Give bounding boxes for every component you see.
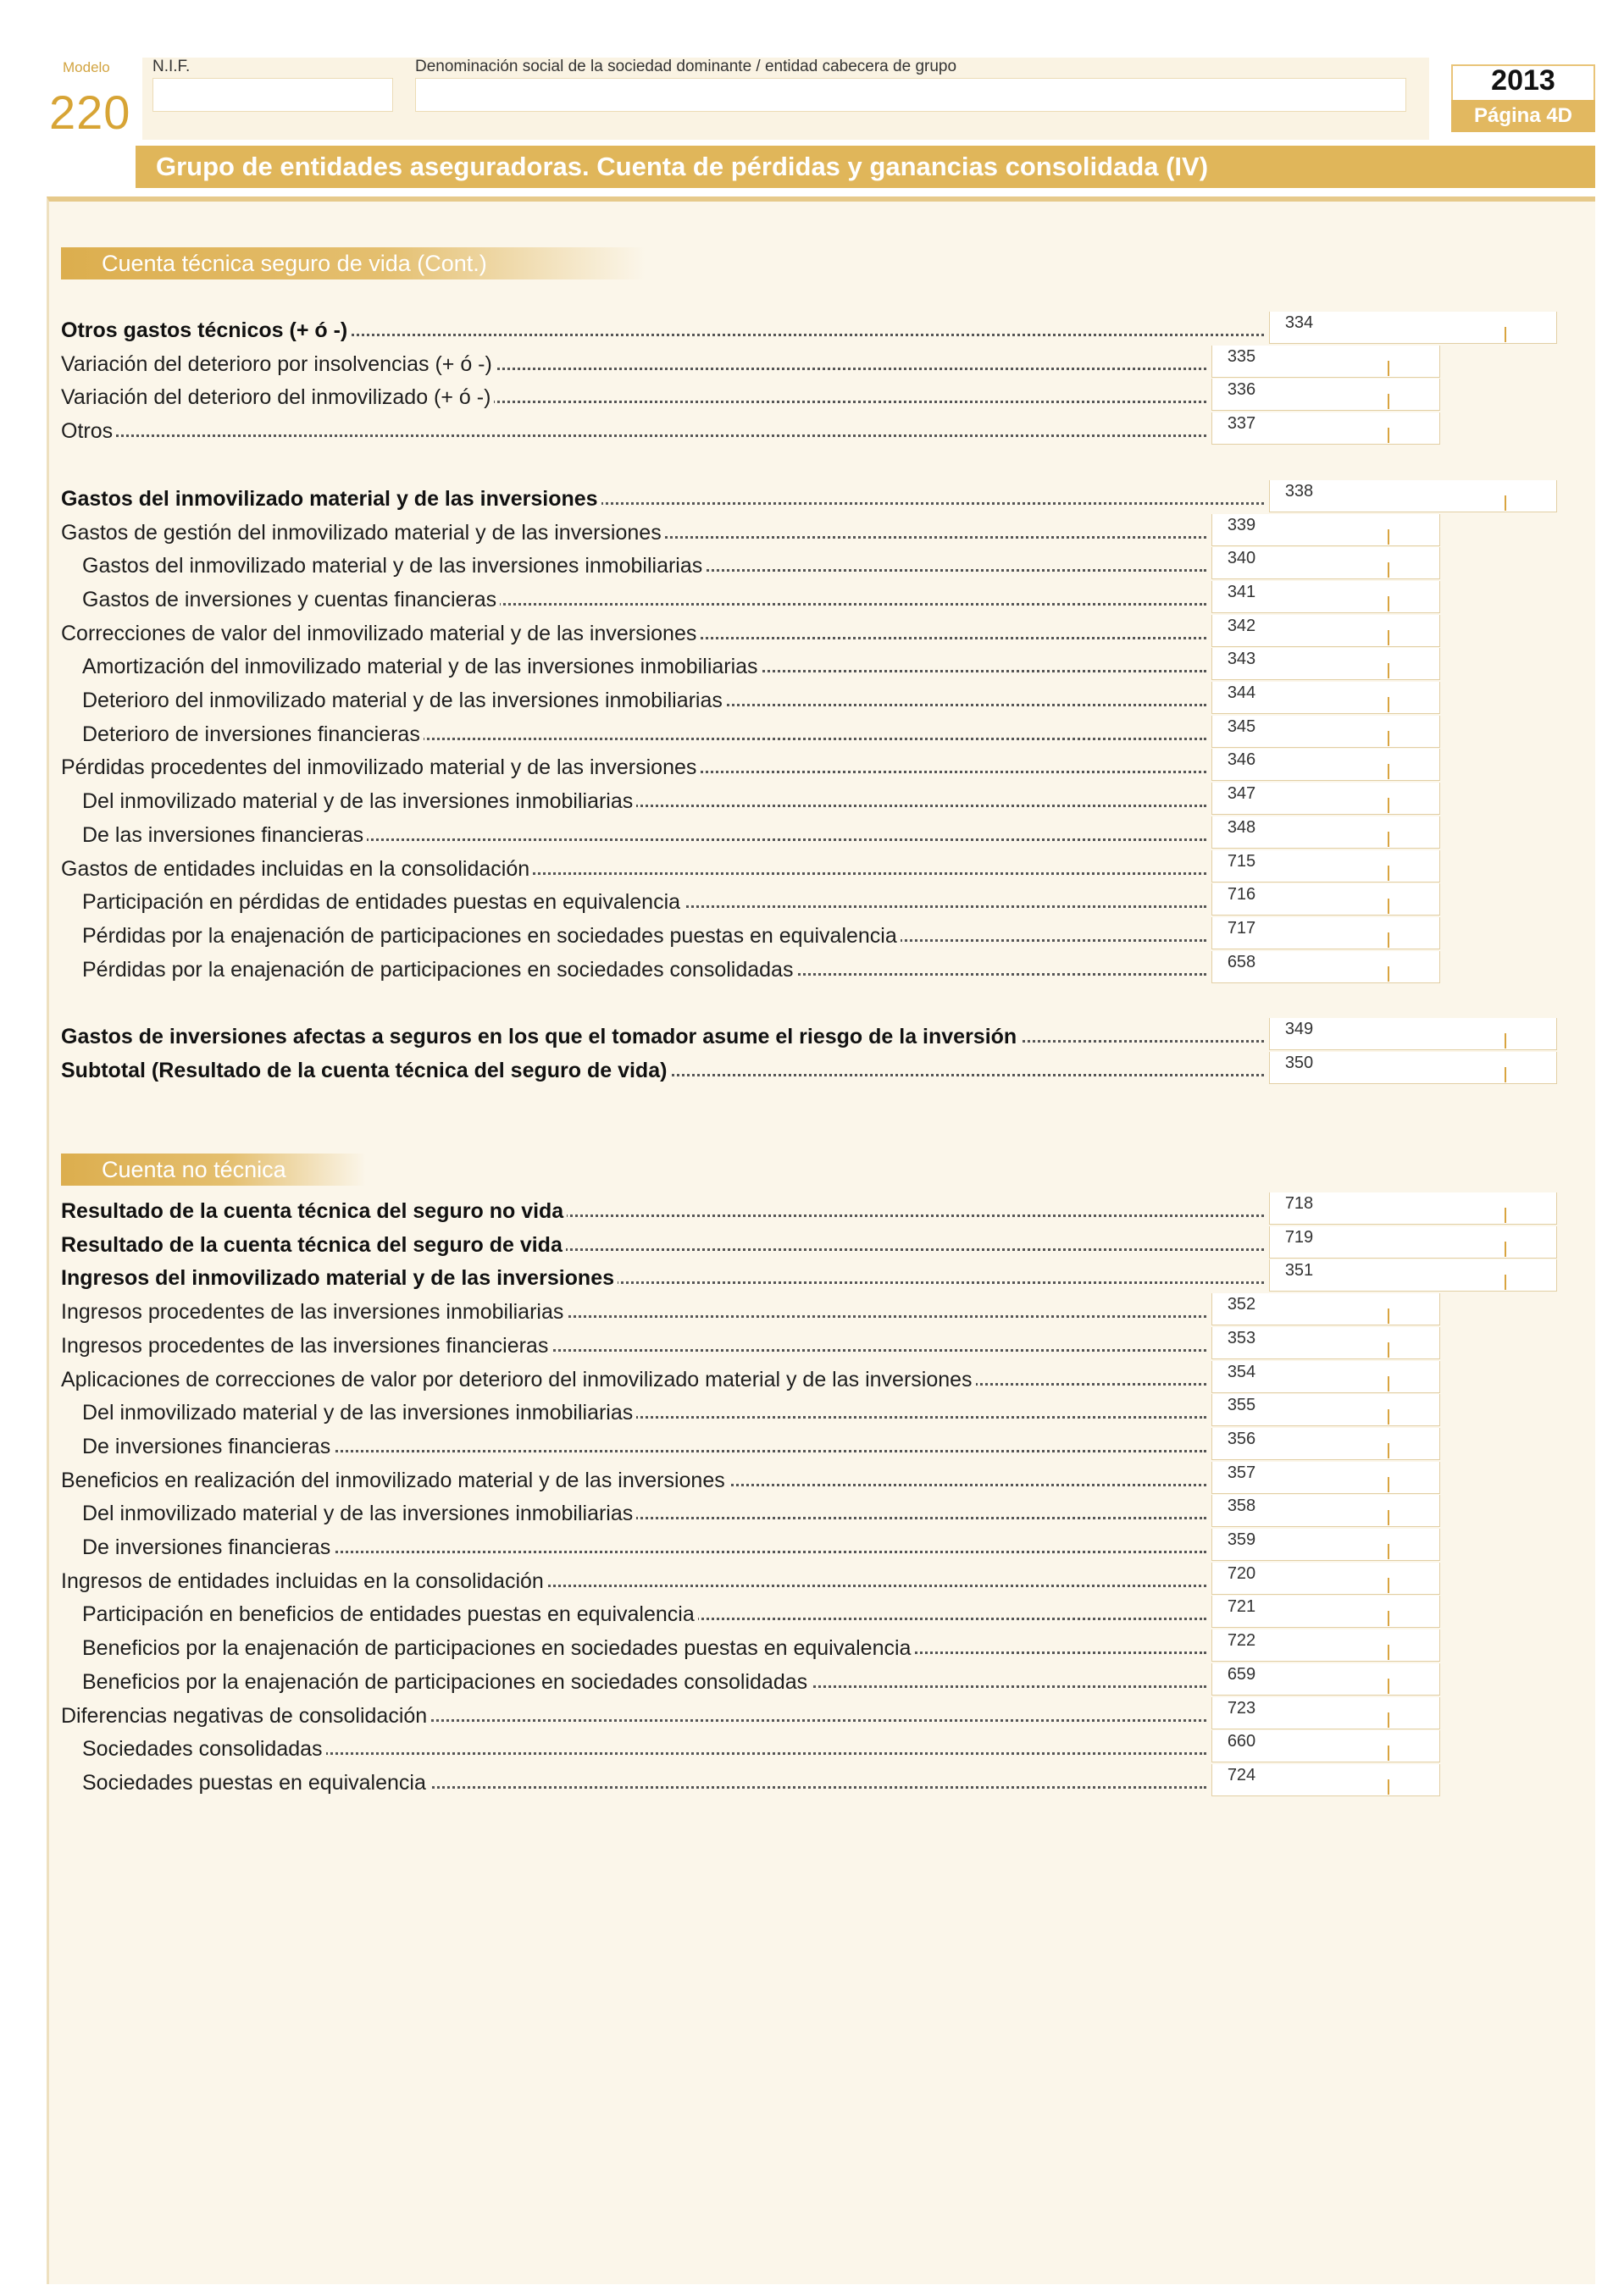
form-row: [0, 1596, 1624, 1629]
decimal-separator-mark: [1388, 361, 1389, 376]
amount-field[interactable]: [1271, 1563, 1440, 1595]
box-code: 337: [1211, 412, 1271, 445]
row-label-text: Del inmovilizado material y de las inversiones inmobiliarias: [82, 1401, 636, 1425]
row-label-text: Correcciones de valor del inmovilizado material y de las inversiones: [61, 622, 700, 645]
form-row: [0, 1293, 1624, 1327]
row-label: [82, 1766, 1208, 1800]
form-row: [0, 716, 1624, 750]
row-label-text: Del inmovilizado material y de las inversiones inmobiliarias: [82, 1502, 636, 1525]
row-label: [82, 818, 1208, 852]
decimal-separator-mark: [1388, 731, 1389, 746]
decimal-separator-mark: [1388, 1645, 1389, 1660]
row-label: [82, 1430, 1208, 1463]
row-label: [61, 617, 1208, 650]
row-label: [82, 683, 1208, 717]
denominacion-field[interactable]: [415, 78, 1406, 112]
row-label: [82, 583, 1208, 617]
amount-field[interactable]: [1271, 379, 1440, 411]
box-code: 719: [1269, 1226, 1328, 1259]
box-code: 357: [1211, 1462, 1271, 1494]
form-row: [0, 1052, 1624, 1086]
row-label-text: Subtotal (Resultado de la cuenta técnica del seguro de vida): [61, 1059, 670, 1082]
decimal-separator-mark: [1388, 630, 1389, 645]
modelo-number: 220: [49, 86, 131, 139]
decimal-separator-mark: [1388, 1443, 1389, 1458]
row-label: [82, 1732, 1208, 1766]
box-code: 355: [1211, 1394, 1271, 1426]
row-label-text: Gastos de inversiones y cuentas financieras: [82, 588, 500, 611]
amount-field[interactable]: [1271, 346, 1440, 378]
decimal-separator-mark: [1388, 596, 1389, 611]
form-row: [0, 1428, 1624, 1462]
row-label-text: Sociedades puestas en equivalencia: [82, 1771, 430, 1795]
row-label-text: Ingresos de entidades incluidas en la consolidación: [61, 1569, 547, 1593]
row-label-text: De las inversiones financieras: [82, 823, 367, 847]
amount-field[interactable]: [1328, 1192, 1557, 1225]
amount-field[interactable]: [1271, 648, 1440, 680]
amount-field[interactable]: [1271, 816, 1440, 849]
row-label: [61, 1463, 1208, 1497]
form-row: [0, 514, 1624, 548]
amount-field[interactable]: [1271, 1428, 1440, 1460]
amount-field[interactable]: [1271, 1293, 1440, 1325]
decimal-separator-mark: [1505, 1242, 1506, 1257]
box-code: 335: [1211, 346, 1271, 378]
row-label: [61, 347, 1208, 381]
row-label-text: Del inmovilizado material y de las inversiones inmobiliarias: [82, 789, 636, 813]
box-code: 343: [1211, 648, 1271, 680]
row-label: [82, 717, 1208, 751]
page-title: Grupo de entidades aseguradoras. Cuenta de pérdidas y ganancias consolidada (IV): [136, 146, 1595, 188]
row-label-text: Beneficios en realización del inmovilizado material y de las inversiones: [61, 1469, 729, 1492]
box-code: 658: [1211, 951, 1271, 983]
decimal-separator-mark: [1388, 1578, 1389, 1593]
amount-field[interactable]: [1271, 1462, 1440, 1494]
row-label-text: Variación del deterioro por insolvencias (+ ó -): [61, 352, 496, 376]
row-label-text: Deterioro del inmovilizado material y de las inversiones inmobiliarias: [82, 689, 726, 712]
row-label: [61, 1228, 1266, 1262]
decimal-separator-mark: [1388, 663, 1389, 678]
box-code: 721: [1211, 1596, 1271, 1628]
row-label-text: Participación en pérdidas de entidades puestas en equivalencia: [82, 890, 684, 914]
form-row: [0, 480, 1624, 514]
decimal-separator-mark: [1505, 1208, 1506, 1223]
decimal-separator-mark: [1388, 394, 1389, 409]
decimal-separator-mark: [1505, 1033, 1506, 1048]
form-row: [0, 682, 1624, 716]
row-label-text: Resultado de la cuenta técnica del seguro de vida: [61, 1233, 566, 1257]
box-code: 715: [1211, 850, 1271, 882]
box-code: 349: [1269, 1018, 1328, 1050]
decimal-separator-mark: [1505, 327, 1506, 342]
row-label-text: Otros gastos técnicos (+ ó -): [61, 318, 351, 342]
row-label: [82, 1396, 1208, 1430]
row-label: [61, 1020, 1266, 1054]
amount-field[interactable]: [1328, 1052, 1557, 1084]
form-header: [0, 0, 1624, 196]
decimal-separator-mark: [1388, 1611, 1389, 1626]
amount-field[interactable]: [1271, 1730, 1440, 1762]
amount-field[interactable]: [1271, 716, 1440, 748]
row-label-text: Resultado de la cuenta técnica del seguro no vida: [61, 1199, 567, 1223]
decimal-separator-mark: [1505, 1275, 1506, 1290]
box-code: 338: [1269, 480, 1328, 512]
row-label: [61, 1054, 1266, 1087]
box-code: 352: [1211, 1293, 1271, 1325]
row-label-text: Otros: [61, 419, 116, 443]
row-label-text: Amortización del inmovilizado material y de las inversiones inmobiliarias: [82, 655, 762, 678]
decimal-separator-mark: [1505, 495, 1506, 511]
form-row: [0, 749, 1624, 783]
box-code: 353: [1211, 1327, 1271, 1359]
box-code: 723: [1211, 1697, 1271, 1729]
amount-field[interactable]: [1328, 1018, 1557, 1050]
nif-label: N.I.F.: [152, 58, 191, 75]
dot-leader: [61, 434, 1206, 437]
form-row: [0, 1018, 1624, 1052]
row-label: [61, 313, 1266, 347]
row-label: [61, 1194, 1266, 1228]
row-label-text: Gastos de inversiones afectas a seguros en los que el tomador asume el riesgo de la inversión: [61, 1025, 1020, 1048]
decimal-separator-mark: [1388, 529, 1389, 545]
decimal-separator-mark: [1388, 1376, 1389, 1391]
amount-field[interactable]: [1271, 1697, 1440, 1729]
box-code: 339: [1211, 514, 1271, 546]
decimal-separator-mark: [1388, 1544, 1389, 1559]
form-row: [0, 1226, 1624, 1260]
decimal-separator-mark: [1388, 1779, 1389, 1795]
decimal-separator-mark: [1388, 1510, 1389, 1525]
form-row: [0, 951, 1624, 985]
form-row: [0, 883, 1624, 917]
row-label-text: Ingresos procedentes de las inversiones inmobiliarias: [61, 1300, 567, 1324]
decimal-separator-mark: [1388, 1679, 1389, 1694]
row-label: [82, 885, 1208, 919]
row-label: [82, 1665, 1208, 1699]
decimal-separator-mark: [1505, 1067, 1506, 1082]
row-label-text: Aplicaciones de correcciones de valor por deterioro del inmovilizado material y de las inversiones: [61, 1368, 976, 1391]
box-code: 354: [1211, 1361, 1271, 1393]
form-row: [0, 1192, 1624, 1226]
box-code: 336: [1211, 379, 1271, 411]
form-row: [0, 1361, 1624, 1395]
row-label-text: Ingresos procedentes de las inversiones financieras: [61, 1334, 551, 1358]
box-code: 722: [1211, 1629, 1271, 1662]
row-label-text: Beneficios por la enajenación de participaciones en sociedades puestas en equivalencia: [82, 1636, 914, 1660]
row-label: [61, 516, 1208, 550]
nif-field[interactable]: [152, 78, 393, 112]
amount-field[interactable]: [1271, 749, 1440, 781]
form-row: [0, 1663, 1624, 1697]
decimal-separator-mark: [1388, 832, 1389, 847]
form-row: [0, 783, 1624, 816]
row-label: [82, 549, 1208, 583]
row-label-text: Participación en beneficios de entidades puestas en equivalencia: [82, 1602, 698, 1626]
amount-field[interactable]: [1271, 783, 1440, 815]
form-row: [0, 1495, 1624, 1529]
form-row: [0, 346, 1624, 379]
decimal-separator-mark: [1388, 899, 1389, 914]
decimal-separator-mark: [1388, 697, 1389, 712]
box-code: 659: [1211, 1663, 1271, 1696]
row-label-text: De inversiones financieras: [82, 1435, 334, 1458]
form-row: [0, 1259, 1624, 1293]
form-row: [0, 1730, 1624, 1764]
form-row: [0, 1629, 1624, 1663]
row-label: [61, 414, 1208, 448]
box-code: 356: [1211, 1428, 1271, 1460]
box-code: 334: [1269, 312, 1328, 344]
amount-field[interactable]: [1271, 615, 1440, 647]
form-row: [0, 312, 1624, 346]
amount-field[interactable]: [1271, 581, 1440, 613]
box-code: 660: [1211, 1730, 1271, 1762]
form-row: [0, 850, 1624, 884]
box-code: 344: [1211, 682, 1271, 714]
form-row: [0, 1563, 1624, 1596]
row-label: [61, 1329, 1208, 1363]
section-banner: Cuenta no técnica: [61, 1154, 366, 1186]
row-label-text: Deterioro de inversiones financieras: [82, 722, 424, 746]
box-code: 348: [1211, 816, 1271, 849]
page-number: Página 4D: [1451, 100, 1595, 132]
row-label-text: Pérdidas por la enajenación de participaciones en sociedades puestas en equivalencia: [82, 924, 901, 948]
amount-field[interactable]: [1271, 951, 1440, 983]
form-row: [0, 1529, 1624, 1563]
row-label: [61, 1564, 1208, 1598]
decimal-separator-mark: [1388, 1409, 1389, 1425]
decimal-separator-mark: [1388, 1342, 1389, 1358]
form-row: [0, 816, 1624, 850]
amount-field[interactable]: [1328, 1226, 1557, 1259]
row-label-text: Pérdidas por la enajenación de participaciones en sociedades consolidadas: [82, 958, 796, 982]
box-code: 724: [1211, 1764, 1271, 1796]
amount-field[interactable]: [1271, 412, 1440, 445]
form-row: [0, 1697, 1624, 1731]
form-row: [0, 379, 1624, 412]
form-row: [0, 1327, 1624, 1361]
row-label-text: Diferencias negativas de consolidación: [61, 1704, 430, 1728]
form-row: [0, 1462, 1624, 1496]
row-label: [61, 1295, 1208, 1329]
amount-field[interactable]: [1271, 514, 1440, 546]
row-label: [82, 1530, 1208, 1564]
box-code: 347: [1211, 783, 1271, 815]
amount-field[interactable]: [1328, 1259, 1557, 1292]
amount-field[interactable]: [1328, 312, 1557, 344]
box-code: 717: [1211, 917, 1271, 949]
amount-field[interactable]: [1271, 1529, 1440, 1561]
amount-field[interactable]: [1271, 1764, 1440, 1796]
decimal-separator-mark: [1388, 1308, 1389, 1324]
amount-field[interactable]: [1271, 1495, 1440, 1527]
row-label: [61, 852, 1208, 886]
box-code: 341: [1211, 581, 1271, 613]
decimal-separator-mark: [1388, 428, 1389, 443]
form-row: [0, 547, 1624, 581]
row-label: [82, 919, 1208, 953]
box-code: 359: [1211, 1529, 1271, 1561]
decimal-separator-mark: [1388, 1712, 1389, 1728]
box-code: 716: [1211, 883, 1271, 916]
amount-field[interactable]: [1271, 682, 1440, 714]
row-label-text: Gastos de entidades incluidas en la consolidación: [61, 857, 533, 881]
row-label-text: Sociedades consolidadas: [82, 1737, 326, 1761]
row-label: [61, 1363, 1208, 1397]
decimal-separator-mark: [1388, 966, 1389, 982]
amount-field[interactable]: [1271, 1327, 1440, 1359]
row-label: [82, 1497, 1208, 1530]
amount-field[interactable]: [1271, 917, 1440, 949]
box-code: 345: [1211, 716, 1271, 748]
denominacion-label: Denominación social de la sociedad dominante / entidad cabecera de grupo: [415, 58, 957, 75]
box-code: 340: [1211, 547, 1271, 579]
decimal-separator-mark: [1388, 562, 1389, 578]
amount-field[interactable]: [1271, 883, 1440, 916]
row-label: [82, 1597, 1208, 1631]
row-label-text: Pérdidas procedentes del inmovilizado material y de las inversiones: [61, 755, 700, 779]
box-code: 718: [1269, 1192, 1328, 1225]
row-label: [61, 750, 1208, 784]
box-code: 346: [1211, 749, 1271, 781]
row-label: [61, 1261, 1266, 1295]
row-label: [82, 650, 1208, 683]
decimal-separator-mark: [1388, 1477, 1389, 1492]
row-label-text: Gastos del inmovilizado material y de las inversiones: [61, 487, 601, 511]
form-row: [0, 412, 1624, 446]
form-row: [0, 615, 1624, 649]
amount-field[interactable]: [1271, 1361, 1440, 1393]
decimal-separator-mark: [1388, 1746, 1389, 1761]
row-label: [61, 380, 1208, 414]
amount-field[interactable]: [1271, 1394, 1440, 1426]
row-label: [82, 1631, 1208, 1665]
row-label-text: Variación del deterioro del inmovilizado (+ ó -): [61, 385, 494, 409]
amount-field[interactable]: [1271, 1629, 1440, 1662]
row-label: [61, 482, 1266, 516]
row-label-text: De inversiones financieras: [82, 1535, 334, 1559]
form-row: [0, 1394, 1624, 1428]
form-row: [0, 581, 1624, 615]
box-code: 358: [1211, 1495, 1271, 1527]
form-row: [0, 648, 1624, 682]
amount-field[interactable]: [1271, 1663, 1440, 1696]
amount-field[interactable]: [1328, 480, 1557, 512]
form-row: [0, 1764, 1624, 1798]
decimal-separator-mark: [1388, 932, 1389, 948]
section-banner: Cuenta técnica seguro de vida (Cont.): [61, 247, 646, 279]
modelo-label: Modelo: [63, 59, 110, 75]
row-label-text: Gastos del inmovilizado material y de las inversiones inmobiliarias: [82, 554, 706, 578]
row-label: [61, 1699, 1208, 1733]
row-label: [82, 953, 1208, 987]
box-code: 720: [1211, 1563, 1271, 1595]
decimal-separator-mark: [1388, 798, 1389, 813]
box-code: 342: [1211, 615, 1271, 647]
row-label-text: Ingresos del inmovilizado material y de las inversiones: [61, 1266, 618, 1290]
row-label: [82, 784, 1208, 818]
amount-field[interactable]: [1271, 850, 1440, 882]
decimal-separator-mark: [1388, 764, 1389, 779]
row-label-text: Beneficios por la enajenación de participaciones en sociedades consolidadas: [82, 1670, 811, 1694]
form-row: [0, 917, 1624, 951]
row-label-text: Gastos de gestión del inmovilizado material y de las inversiones: [61, 521, 665, 545]
box-code: 350: [1269, 1052, 1328, 1084]
box-code: 351: [1269, 1259, 1328, 1292]
decimal-separator-mark: [1388, 866, 1389, 881]
amount-field[interactable]: [1271, 547, 1440, 579]
amount-field[interactable]: [1271, 1596, 1440, 1628]
form-year: 2013: [1491, 64, 1555, 97]
